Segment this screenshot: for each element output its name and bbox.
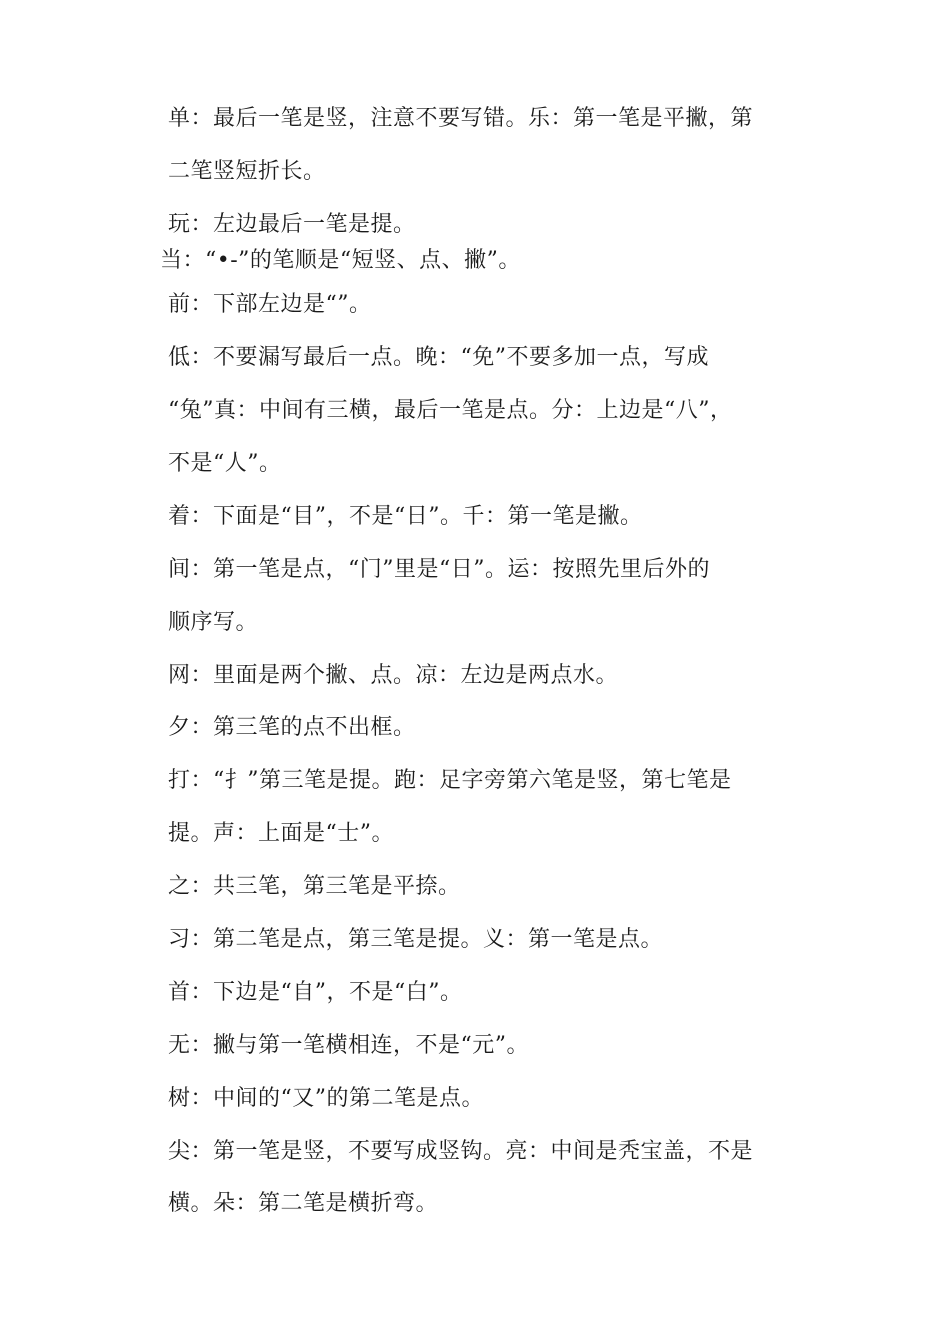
text-line: 二笔竖短折长。	[168, 159, 326, 184]
text-line: “兔”真：中间有三横，最后一笔是点。分：上边是“八”，	[168, 398, 733, 423]
text-line: 夕：第三笔的点不出框。	[168, 715, 416, 740]
text-line: 之：共三笔，第三笔是平捺。	[168, 874, 461, 899]
text-line: 树：中间的“又”的第二笔是点。	[168, 1086, 484, 1111]
text-line: 网：里面是两个撇、点。凉：左边是两点水。	[168, 663, 619, 688]
text-line: 首：下边是“自”，不是“白”。	[168, 980, 463, 1005]
text-line: 着：下面是“目”，不是“日”。千：第一笔是撇。	[168, 504, 643, 529]
text-line: 打：“扌”第三笔是提。跑：足字旁第六笔是竖，第七笔是	[168, 768, 732, 793]
text-line: 不是“人”。	[168, 451, 282, 476]
text-line: 玩：左边最后一笔是提。	[168, 212, 416, 237]
text-line: 提。声：上面是“士”。	[168, 821, 394, 846]
text-line: 顺序写。	[168, 610, 259, 635]
text-line: 前：下部左边是“”。	[168, 292, 372, 317]
text-line: 横。朵：第二笔是横折弯。	[168, 1191, 439, 1216]
text-line: 间：第一笔是点，“门”里是“日”。运：按照先里后外的	[168, 557, 710, 582]
text-line: 习：第二笔是点，第三笔是提。义：第一笔是点。	[168, 927, 664, 952]
text-line: 当：“•-”的笔顺是“短竖、点、撇”。	[160, 248, 521, 273]
text-line: 单：最后一笔是竖，注意不要写错。乐：第一笔是平撇，第	[168, 106, 754, 131]
text-line: 无：撇与第一笔横相连，不是“元”。	[168, 1033, 529, 1058]
text-line: 尖：第一笔是竖，不要写成竖钩。亮：中间是秃宝盖，不是	[168, 1139, 754, 1164]
text-line: 低：不要漏写最后一点。晚：“免”不要多加一点，写成	[168, 345, 709, 370]
